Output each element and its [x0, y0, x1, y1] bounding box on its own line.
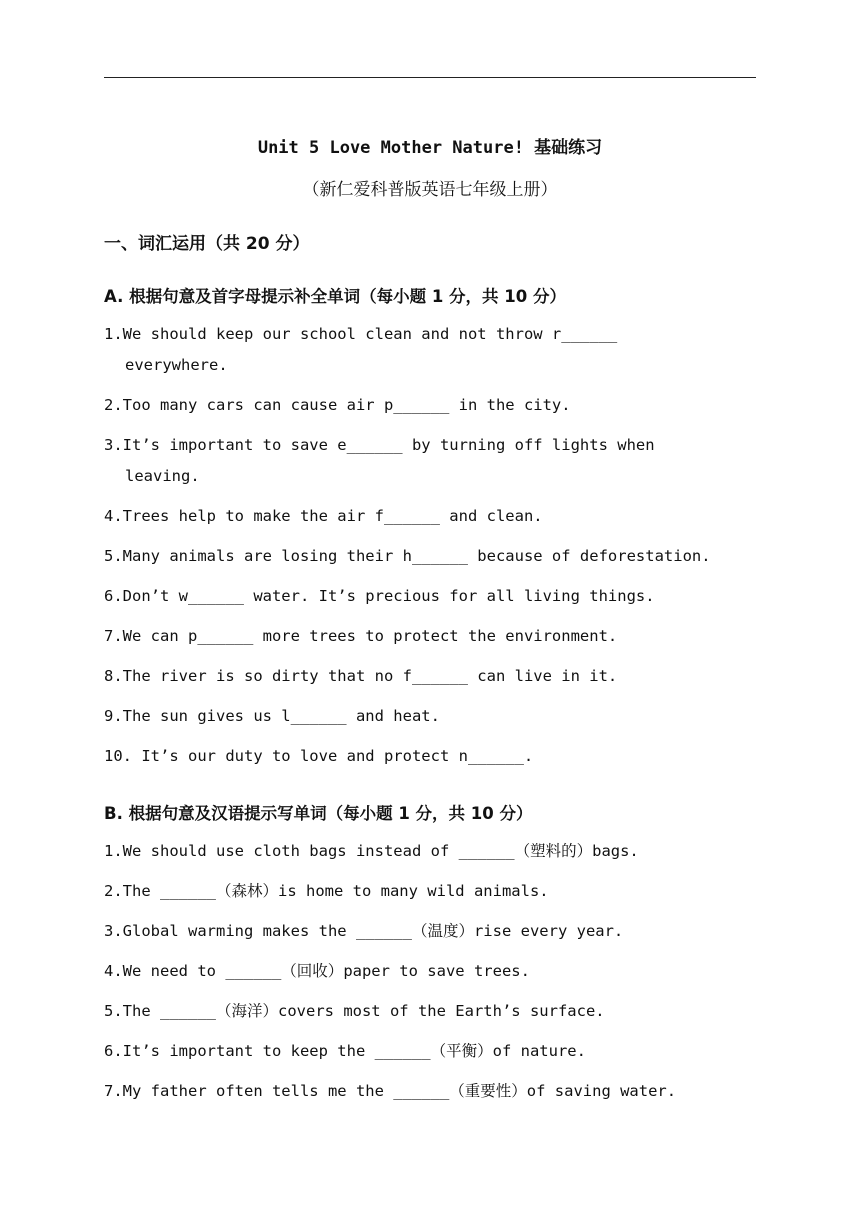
question-number: 4. [104, 962, 123, 980]
question-item [104, 916, 764, 956]
question-spacer [104, 867, 764, 876]
question-line [104, 319, 764, 350]
question-text: We should keep our school clean and not throw r______ [122, 325, 618, 343]
question-number: 9. [104, 707, 123, 725]
question-item [104, 390, 764, 430]
question-line [104, 876, 764, 907]
question-line [104, 956, 764, 987]
document-title: Unit 5 Love Mother Nature! 基础练习 [257, 138, 603, 158]
question-item [104, 1076, 764, 1107]
question-continuation-line [104, 461, 764, 492]
part-a-heading: A. 根据句意及首字母提示补全单词（每小题 1 分，共 10 分） [104, 287, 567, 306]
part-b-question-list [104, 836, 764, 1107]
question-line [104, 581, 764, 612]
question-spacer [104, 987, 764, 996]
header-rule [104, 77, 756, 78]
question-line [104, 501, 764, 532]
question-number: 5. [104, 547, 123, 565]
question-line [104, 621, 764, 652]
question-spacer [104, 652, 764, 661]
question-text: Too many cars can cause air p______ in the city. [122, 396, 571, 414]
question-item [104, 621, 764, 661]
question-item [104, 581, 764, 621]
question-spacer [104, 572, 764, 581]
question-item [104, 876, 764, 916]
question-line [104, 836, 764, 867]
question-number: 1. [104, 842, 123, 860]
question-text: The ______（森林）is home to many wild animals. [122, 882, 549, 900]
question-spacer [104, 1067, 764, 1076]
question-text: Global warming makes the ______（温度）rise every year. [122, 922, 624, 940]
question-text: We can p______ more trees to protect the environment. [122, 627, 618, 645]
section-title: 一、词汇运用（共 20 分） [104, 234, 310, 254]
question-line [104, 661, 764, 692]
question-line [104, 390, 764, 421]
question-line [104, 701, 764, 732]
question-text: The ______（海洋）covers most of the Earth’s surface. [122, 1002, 605, 1020]
question-number: 3. [104, 436, 123, 454]
question-text: Many animals are losing their h______ because of deforestation. [122, 547, 711, 565]
question-spacer [104, 1027, 764, 1036]
question-number: 3. [104, 922, 123, 940]
question-text: Don’t w______ water. It’s precious for all living things. [122, 587, 655, 605]
question-text: everywhere. [125, 356, 228, 374]
question-text: It’s important to save e______ by turning off lights when [122, 436, 655, 454]
question-number: 8. [104, 667, 123, 685]
question-line [104, 1076, 764, 1107]
question-spacer [104, 947, 764, 956]
question-continuation-line [104, 350, 764, 381]
question-line [104, 430, 764, 461]
question-line [104, 1036, 764, 1067]
question-text: It’s important to keep the ______（平衡）of nature. [122, 1042, 586, 1060]
question-text: The sun gives us l______ and heat. [122, 707, 440, 725]
question-item [104, 996, 764, 1036]
question-text: Trees help to make the air f______ and clean. [122, 507, 543, 525]
question-number: 5. [104, 1002, 123, 1020]
question-item [104, 541, 764, 581]
question-text: leaving. [125, 467, 200, 485]
question-item [104, 1036, 764, 1076]
question-number: 1. [104, 325, 123, 343]
part-a-question-list [104, 319, 764, 772]
question-line [104, 996, 764, 1027]
question-spacer [104, 381, 764, 390]
question-item [104, 430, 764, 501]
question-spacer [104, 907, 764, 916]
question-line [104, 916, 764, 947]
question-number: 4. [104, 507, 123, 525]
question-item [104, 836, 764, 876]
question-text: We should use cloth bags instead of ______（塑料的）bags. [122, 842, 639, 860]
question-spacer [104, 612, 764, 621]
question-number: 7. [104, 627, 123, 645]
question-item [104, 661, 764, 701]
question-spacer [104, 492, 764, 501]
question-number: 6. [104, 587, 123, 605]
document-subtitle: （新仁爱科普版英语七年级上册） [302, 180, 558, 200]
question-number: 2. [104, 396, 123, 414]
question-spacer [104, 532, 764, 541]
question-item [104, 956, 764, 996]
question-item [104, 701, 764, 741]
question-item [104, 741, 764, 772]
question-spacer [104, 692, 764, 701]
question-text: It’s our duty to love and protect n______. [132, 747, 534, 765]
question-item [104, 501, 764, 541]
question-spacer [104, 421, 764, 430]
question-text: We need to ______（回收）paper to save trees. [122, 962, 530, 980]
question-number: 2. [104, 882, 123, 900]
question-spacer [104, 732, 764, 741]
question-text: The river is so dirty that no f______ can live in it. [122, 667, 618, 685]
part-b-heading: B. 根据句意及汉语提示写单词（每小题 1 分，共 10 分） [104, 804, 533, 823]
question-line [104, 741, 764, 772]
question-number: 7. [104, 1082, 123, 1100]
question-number: 10. [104, 747, 132, 765]
question-number: 6. [104, 1042, 123, 1060]
question-text: My father often tells me the ______（重要性）of saving water. [122, 1082, 677, 1100]
question-item [104, 319, 764, 390]
question-line [104, 541, 764, 572]
